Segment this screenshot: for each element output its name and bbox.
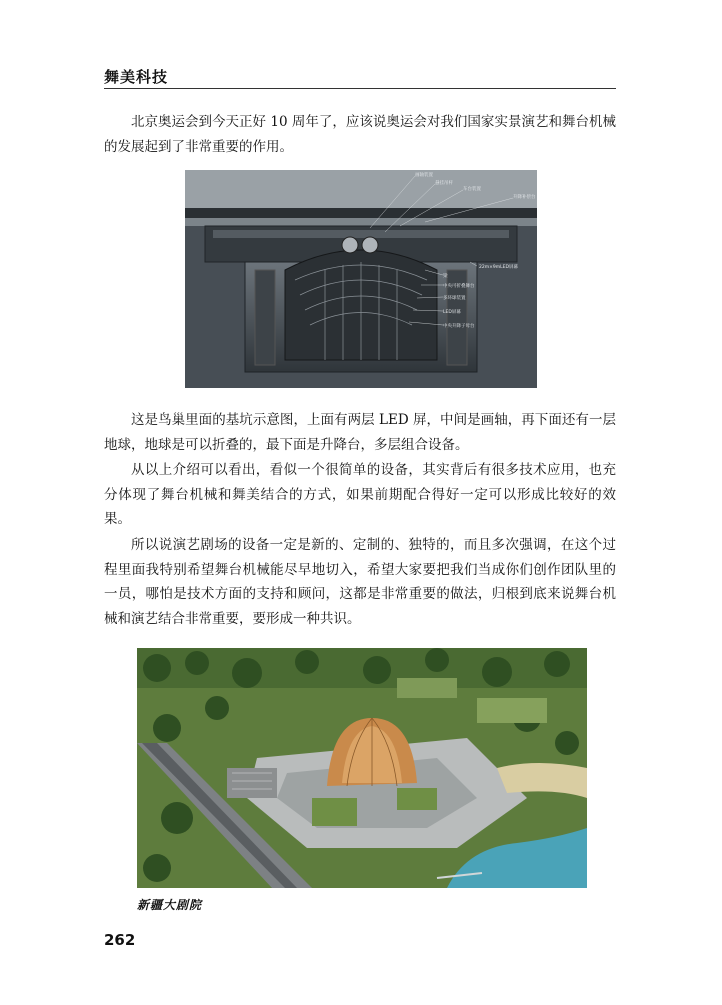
figure1-label: 梁 <box>443 274 448 279</box>
figure1-label: 车台装置 <box>463 187 481 192</box>
running-header: 舞美科技 <box>104 68 169 86</box>
header-rule <box>104 88 616 89</box>
paragraph-1: 北京奥运会到今天正好 10 周年了，应该说奥运会对我们国家实景演艺和舞台机械的发展起到了非常重要的作用。 <box>104 114 616 155</box>
grand-theatre-aerial-photo <box>137 648 587 888</box>
figure-caption: 新疆大剧院 <box>137 898 203 912</box>
paragraph-3: 从以上介绍可以看出，看似一个很简单的设备，其实背后有很多技术应用，也充分体现了舞台机械和舞美结合的方式，如果前期配合得好一定可以形成比较好的效果。 <box>104 462 616 527</box>
paragraph-4: 所以说演艺剧场的设备一定是新的、定制的、独特的，而且多次强调，在这个过程里面我特别希望舞台机械能尽早地切入，希望大家要把我们当成你们创作团队里的一员，哪怕是技术方面的支持和顾问，这都是非常重要的做法，归根到底来说舞台机械和演艺结合非常重要，要形成一种共识。 <box>104 537 616 627</box>
figure1-label: 画轴装置 <box>415 173 433 178</box>
figure1-label: 22m×9mLED屏幕 <box>479 265 518 270</box>
paragraph-2: 这是鸟巢里面的基坑示意图，上面有两层 LED 屏，中间是画轴，再下面还有一层地球，地球是可以折叠的，最下面是升降台，多层组合设备。 <box>104 412 616 453</box>
figure1-label: 升降补偿台 <box>513 195 536 200</box>
figure1-label: 多环球装置 <box>443 296 466 301</box>
stadium-pit-schematic-image <box>185 170 537 388</box>
figure1-label: 中央升降子母台 <box>443 324 475 329</box>
figure1-label: 中央可折叠舞台 <box>443 284 475 289</box>
page-number: 262 <box>104 931 136 949</box>
figure1-label: LED屏幕 <box>443 310 461 315</box>
figure1-label: 悬挂吊杆 <box>435 181 453 186</box>
